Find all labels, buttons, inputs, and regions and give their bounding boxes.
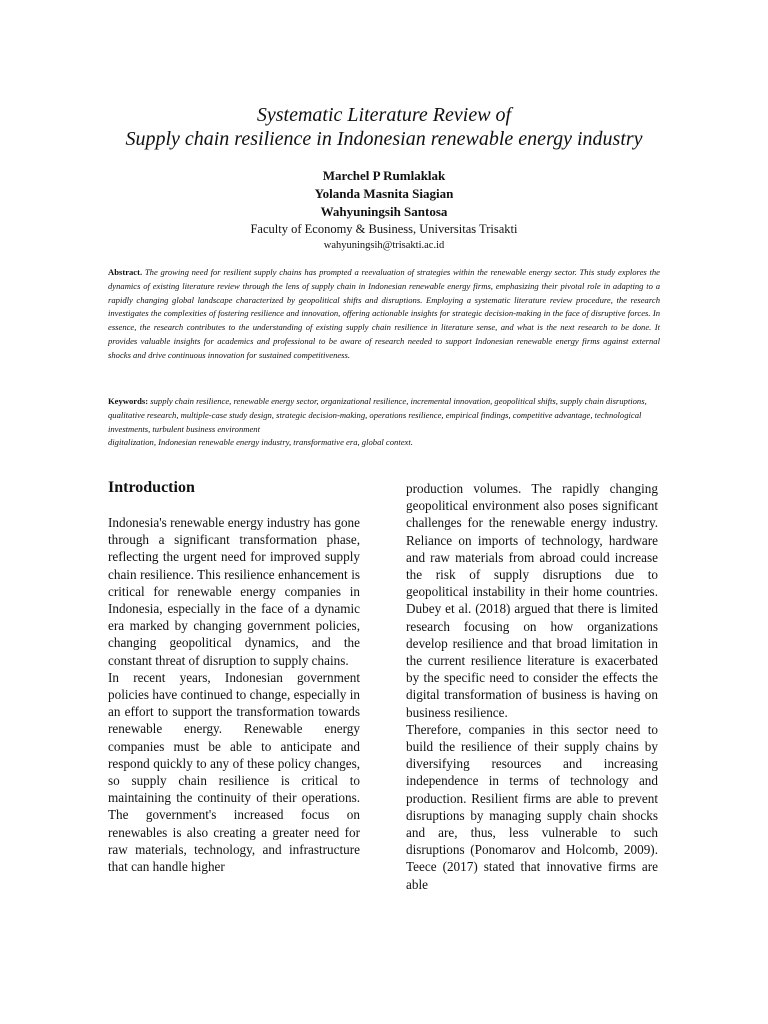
left-column [108,478,360,875]
author-block [60,167,708,253]
abstract-label: Abstract. [108,267,143,277]
author-name: Marchel P Rumlaklak [322,168,446,183]
keywords-text: digitalization, Indonesian renewable energy industry, transformative era, global context. [108,437,413,448]
title-line-1: Systematic Literature Review of [256,104,512,126]
right-column [406,480,658,893]
abstract [108,266,660,363]
body-paragraph: Therefore, companies in this sector need to build the resilience of their supply chains by diversifying resources and increasing independence in terms of technology and production. Resilient firms are able to prevent disruptions by managing supply chain shocks and are, thus, less vulnerable to such disruptions (Ponomarov and Holcomb, 2009). Teece (2017) stated that innovative firms are able [406,721,658,892]
body-paragraph: production volumes. The rapidly changing geopolitical environment also poses significant challenges for the renewable energy industry. Reliance on imports of technology, hardware and raw materials from abroad could increase the risk of supply disruptions due to geopolitical instability in their home countries. Dubey et al. (2018) argued that there is limited research focusing on how organizations develop resilience and that broad limitation in the current resilience literature is exacerbated by the specific need to consider the effects the digital transformation of business is having on business resilience. [406,481,658,720]
author-name: Wahyuningsih Santosa [320,204,448,219]
keywords-first-line [108,395,660,436]
body-paragraph: Indonesia's renewable energy industry has gone through a significant transformation phase, reflecting the urgent need for improved supply chain resilience. This resilience enhancement is critical for renewable energy companies in Indonesia, especially in the face of a dynamic era marked by changing government policies, changing geopolitical dynamics, and the constant threat of disruption to supply chains. [108,515,360,668]
author-email: wahyuningsih@trisakti.ac.id [323,240,445,251]
section-heading: Introduction [108,479,195,496]
paper-title [60,103,708,151]
keywords-text: supply chain resilience, renewable energy sector, organizational resilience, incremental innovation, geopolitical shifts, supply chain disruptions, qualitative research, multiple-case study design, strategic decision-making, operations resilience, empirical findings, competitive advantage, technological investments, turbulent business environment [108,396,647,434]
affiliation: Faculty of Economy & Business, Universitas Trisakti [250,222,518,236]
keywords-label: Keywords: [108,396,149,406]
body-paragraph: In recent years, Indonesian government policies have continued to change, especially in an effort to support the transformation towards renewable energy. Renewable energy companies must be able to anticipate and respond quickly to any of these policy changes, so supply chain resilience is critical to maintaining the continuity of their operations. The government's increased focus on renewables is also creating a greater need for raw materials, technology, and infrastructure that can handle higher [108,669,360,875]
abstract-text: The growing need for resilient supply chains has prompted a reevaluation of strategies within the renewable energy sector. This study explores the dynamics of existing literature review through the lens of supply chain in Indonesian renewable energy firms, emphasizing their pivotal role in adapting to a rapidly changing global landscape characterized by geopolitical shifts and disruptions. Employing a systematic literature review procedure, the research investigates the complexities of fostering resilience and innovation, offering actionable insights for strategic decision-making in the face of disruptive forces. In essence, the research contributes to the understanding of existing supply chain resilience in literature sense, and what is the next research to be done. It provides valuable insights for academics and professional to be aware of research needed to support Indonesian renewable energy firms against external shocks and drive continuous innovation for sustained competitiveness. [108,267,660,360]
title-line-2: Supply chain resilience in Indonesian renewable energy industry [125,128,643,150]
author-name: Yolanda Masnita Siagian [314,186,454,201]
keywords [108,395,660,450]
